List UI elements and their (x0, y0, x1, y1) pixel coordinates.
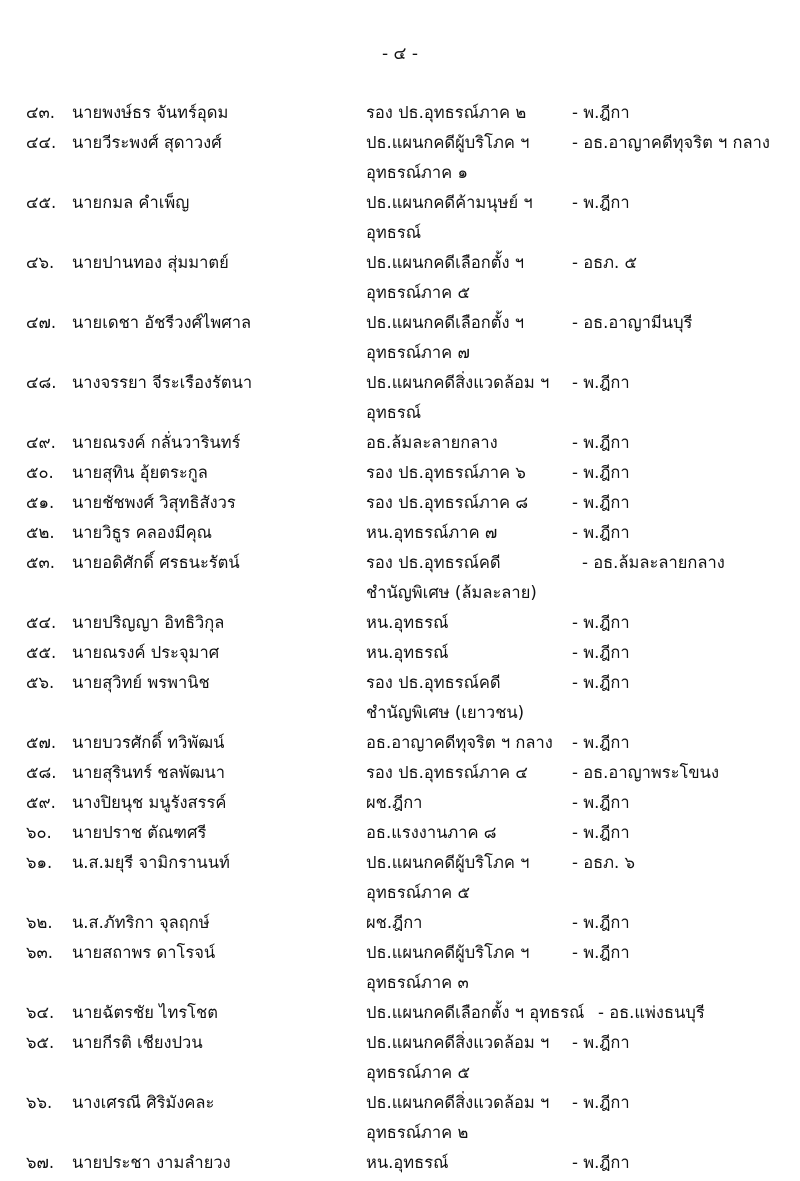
current-position: ปธ.แผนกคดีเลือกตั้ง ฯ (366, 313, 525, 332)
current-position: รอง ปธ.อุทธรณ์ภาค ๘ (366, 493, 529, 512)
new-position: - พ.ฎีกา (572, 373, 630, 392)
list-item (0, 1028, 800, 1088)
list-item (0, 128, 800, 188)
entry-number: ๖๓. (26, 943, 53, 962)
list-item-line (0, 398, 800, 428)
list-item (0, 308, 800, 368)
entry-number: ๕๑. (26, 493, 55, 512)
list-item (0, 1088, 800, 1148)
entry-number: ๔๕. (26, 193, 57, 212)
new-position: - พ.ฎีกา (572, 643, 630, 662)
current-position: หน.อุทธรณ์ (366, 643, 449, 662)
person-name: นายวิธูร คลองมีคุณ (72, 523, 212, 542)
new-position: - อธ.แพ่งธนบุรี (598, 1003, 705, 1022)
person-name: นายณรงค์ ประจุมาศ (72, 643, 220, 662)
entry-number: ๕๒. (26, 523, 55, 542)
list-item (0, 638, 800, 668)
list-item-line (0, 968, 800, 998)
entry-number: ๕๓. (26, 553, 56, 572)
entry-number: ๕๔. (26, 613, 57, 632)
current-position: หน.อุทธรณ์ (366, 613, 449, 632)
new-position: - อธ.อาญาพระโขนง (572, 763, 720, 782)
list-item-line (0, 218, 800, 248)
list-item (0, 758, 800, 788)
entry-number: ๕๙. (26, 793, 56, 812)
person-name: นายฉัตรชัย ไทรโชต (72, 1003, 218, 1022)
current-position: อธ.อาญาคดีทุจริต ฯ กลาง (366, 733, 553, 752)
list-item (0, 848, 800, 908)
list-item (0, 938, 800, 998)
entry-number: ๖๔. (26, 1003, 55, 1022)
new-position: - พ.ฎีกา (572, 1093, 630, 1112)
list-item-line (0, 368, 800, 398)
list-item-line (0, 98, 800, 128)
person-name: นายปราช ตัณฑศรี (72, 823, 207, 842)
new-position: - พ.ฎีกา (572, 463, 630, 482)
list-item-line (0, 1028, 800, 1058)
list-item-line (0, 758, 800, 788)
new-position: - พ.ฎีกา (572, 613, 630, 632)
current-position: รอง ปธ.อุทธรณ์คดี (366, 553, 501, 572)
list-item-line (0, 158, 800, 188)
new-position: - อธภ. ๖ (572, 853, 636, 872)
list-item (0, 488, 800, 518)
entry-number: ๖๕. (26, 1033, 55, 1052)
person-name: นางจรรยา จีระเรืองรัตนา (72, 373, 253, 392)
person-name: นายณรงค์ กลั่นวารินทร์ (72, 433, 241, 452)
list-item (0, 248, 800, 308)
current-position: ปธ.แผนกคดีค้ามนุษย์ ฯ (366, 193, 533, 212)
current-position: อธ.แรงงานภาค ๘ (366, 823, 497, 842)
current-position: ปธ.แผนกคดีสิ่งแวดล้อม ฯ (366, 1093, 550, 1112)
person-name: นายเดชา อัชรีวงศ์ไพศาล (72, 313, 252, 332)
current-position: รอง ปธ.อุทธรณ์ภาค ๖ (366, 463, 526, 482)
list-item-line (0, 638, 800, 668)
current-position: ปธ.แผนกคดีสิ่งแวดล้อม ฯ (366, 1033, 550, 1052)
entry-number: ๕๖. (26, 673, 55, 692)
current-position: ผช.ฎีกา (366, 793, 423, 812)
new-position: - อธ.อาญาคดีทุจริต ฯ กลาง (572, 133, 770, 152)
current-position: รอง ปธ.อุทธรณ์ภาค ๒ (366, 103, 527, 122)
current-position-continued: อุทธรณ์ (366, 403, 422, 422)
current-position-continued: อุทธรณ์ภาค ๕ (366, 1063, 470, 1082)
current-position: หน.อุทธรณ์ภาค ๗ (366, 523, 498, 542)
list-item (0, 188, 800, 248)
appointment-list (0, 98, 800, 1178)
new-position: - พ.ฎีกา (572, 1033, 630, 1052)
new-position: - พ.ฎีกา (572, 733, 630, 752)
person-name: นายปานทอง สุ่มมาตย์ (72, 253, 229, 272)
new-position: - อธ.ล้มละลายกลาง (582, 553, 725, 572)
current-position: ปธ.แผนกคดีเลือกตั้ง ฯ อุทธรณ์ (366, 1003, 585, 1022)
new-position: - พ.ฎีกา (572, 823, 630, 842)
person-name: นายวีระพงศ์ สุดาวงศ์ (72, 133, 222, 152)
list-item-line (0, 1058, 800, 1088)
current-position-continued: อุทธรณ์ภาค ๒ (366, 1123, 469, 1142)
list-item (0, 608, 800, 638)
list-item-line (0, 338, 800, 368)
new-position: - พ.ฎีกา (572, 493, 630, 512)
current-position: หน.อุทธรณ์ (366, 1153, 449, 1172)
list-item-line (0, 1148, 800, 1178)
entry-number: ๖๐. (26, 823, 52, 842)
person-name: นายสุวิทย์ พรพานิช (72, 673, 210, 692)
list-item-line (0, 128, 800, 158)
list-item-line (0, 248, 800, 278)
current-position-continued: อุทธรณ์ภาค ๕ (366, 283, 470, 302)
person-name: นายพงษ์ธร จันทร์อุดม (72, 103, 229, 122)
list-item-line (0, 548, 800, 578)
list-item-line (0, 728, 800, 758)
entry-number: ๔๖. (26, 253, 55, 272)
list-item (0, 548, 800, 608)
current-position: ปธ.แผนกคดีผู้บริโภค ฯ (366, 943, 530, 962)
list-item (0, 908, 800, 938)
entry-number: ๖๖. (26, 1093, 53, 1112)
list-item (0, 98, 800, 128)
current-position-continued: อุทธรณ์ภาค ๗ (366, 343, 470, 362)
new-position: - พ.ฎีกา (572, 103, 630, 122)
current-position-continued: อุทธรณ์ (366, 223, 422, 242)
list-item-line (0, 998, 800, 1028)
list-item-line (0, 878, 800, 908)
person-name: นางเศรณี ศิริมังคละ (72, 1093, 215, 1112)
list-item-line (0, 458, 800, 488)
list-item (0, 818, 800, 848)
page-number: - ๔ - (382, 44, 418, 64)
person-name: น.ส.ภัทริกา จุลฤกษ์ (72, 913, 210, 932)
person-name: นายประชา งามลำยวง (72, 1153, 231, 1172)
list-item-line (0, 1088, 800, 1118)
person-name: นายกมล คำเพ็ญ (72, 193, 190, 212)
current-position: ปธ.แผนกคดีเลือกตั้ง ฯ (366, 253, 525, 272)
list-item-line (0, 788, 800, 818)
current-position: รอง ปธ.อุทธรณ์ภาค ๔ (366, 763, 528, 782)
list-item-line (0, 848, 800, 878)
current-position-continued: อุทธรณ์ภาค ๕ (366, 883, 470, 902)
person-name: นายปริญญา อิทธิวิกุล (72, 613, 225, 632)
person-name: นายสถาพร ดาโรจน์ (72, 943, 216, 962)
entry-number: ๔๘. (26, 373, 57, 392)
current-position: อธ.ล้มละลายกลาง (366, 433, 498, 452)
list-item-line (0, 698, 800, 728)
list-item-line (0, 578, 800, 608)
new-position: - พ.ฎีกา (572, 1153, 630, 1172)
new-position: - พ.ฎีกา (572, 793, 630, 812)
person-name: นายกีรติ เชียงปวน (72, 1033, 203, 1052)
list-item-line (0, 278, 800, 308)
person-name: นายชัชพงศ์ วิสุทธิสังวร (72, 493, 236, 512)
list-item-line (0, 1118, 800, 1148)
current-position-continued: ชำนัญพิเศษ (เยาวชน) (366, 703, 525, 722)
list-item (0, 788, 800, 818)
list-item (0, 728, 800, 758)
new-position: - พ.ฎีกา (572, 433, 630, 452)
person-name: นายสุรินทร์ ชลพัฒนา (72, 763, 226, 782)
entry-number: ๕๘. (26, 763, 57, 782)
person-name: นายสุทิน อุ้ยตระกูล (72, 463, 208, 482)
list-item-line (0, 518, 800, 548)
entry-number: ๕๕. (26, 643, 57, 662)
list-item (0, 458, 800, 488)
current-position: ผช.ฎีกา (366, 913, 423, 932)
entry-number: ๖๒. (26, 913, 53, 932)
entry-number: ๕๐. (26, 463, 54, 482)
new-position: - พ.ฎีกา (572, 523, 630, 542)
list-item (0, 668, 800, 728)
new-position: - อธภ. ๕ (572, 253, 638, 272)
new-position: - พ.ฎีกา (572, 193, 630, 212)
person-name: น.ส.มยุรี จามิกรานนท์ (72, 853, 230, 872)
list-item-line (0, 908, 800, 938)
list-item (0, 368, 800, 428)
list-item-line (0, 668, 800, 698)
list-item-line (0, 608, 800, 638)
current-position-continued: ชำนัญพิเศษ (ล้มละลาย) (366, 583, 537, 602)
list-item-line (0, 938, 800, 968)
current-position: ปธ.แผนกคดีสิ่งแวดล้อม ฯ (366, 373, 550, 392)
current-position: รอง ปธ.อุทธรณ์คดี (366, 673, 501, 692)
entry-number: ๔๔. (26, 133, 57, 152)
person-name: นางปิยนุช มนูรังสรรค์ (72, 793, 227, 812)
new-position: - พ.ฎีกา (572, 673, 630, 692)
list-item (0, 518, 800, 548)
list-item-line (0, 428, 800, 458)
entry-number: ๖๗. (26, 1153, 55, 1172)
list-item-line (0, 188, 800, 218)
current-position: ปธ.แผนกคดีผู้บริโภค ฯ (366, 853, 530, 872)
list-item-line (0, 308, 800, 338)
entry-number: ๔๗. (26, 313, 57, 332)
entry-number: ๔๓. (26, 103, 56, 122)
new-position: - พ.ฎีกา (572, 913, 630, 932)
list-item (0, 998, 800, 1028)
entry-number: ๔๙. (26, 433, 56, 452)
list-item (0, 1148, 800, 1178)
new-position: - พ.ฎีกา (572, 943, 630, 962)
entry-number: ๕๗. (26, 733, 57, 752)
person-name: นายอดิศักดิ์ ศรธนะรัตน์ (72, 553, 240, 572)
list-item-line (0, 818, 800, 848)
list-item (0, 428, 800, 458)
entry-number: ๖๑. (26, 853, 53, 872)
current-position: ปธ.แผนกคดีผู้บริโภค ฯ (366, 133, 530, 152)
current-position-continued: อุทธรณ์ภาค ๑ (366, 163, 468, 182)
new-position: - อธ.อาญามีนบุรี (572, 313, 693, 332)
person-name: นายบวรศักดิ์ ทวิพัฒน์ (72, 733, 225, 752)
list-item-line (0, 488, 800, 518)
current-position-continued: อุทธรณ์ภาค ๓ (366, 973, 469, 992)
